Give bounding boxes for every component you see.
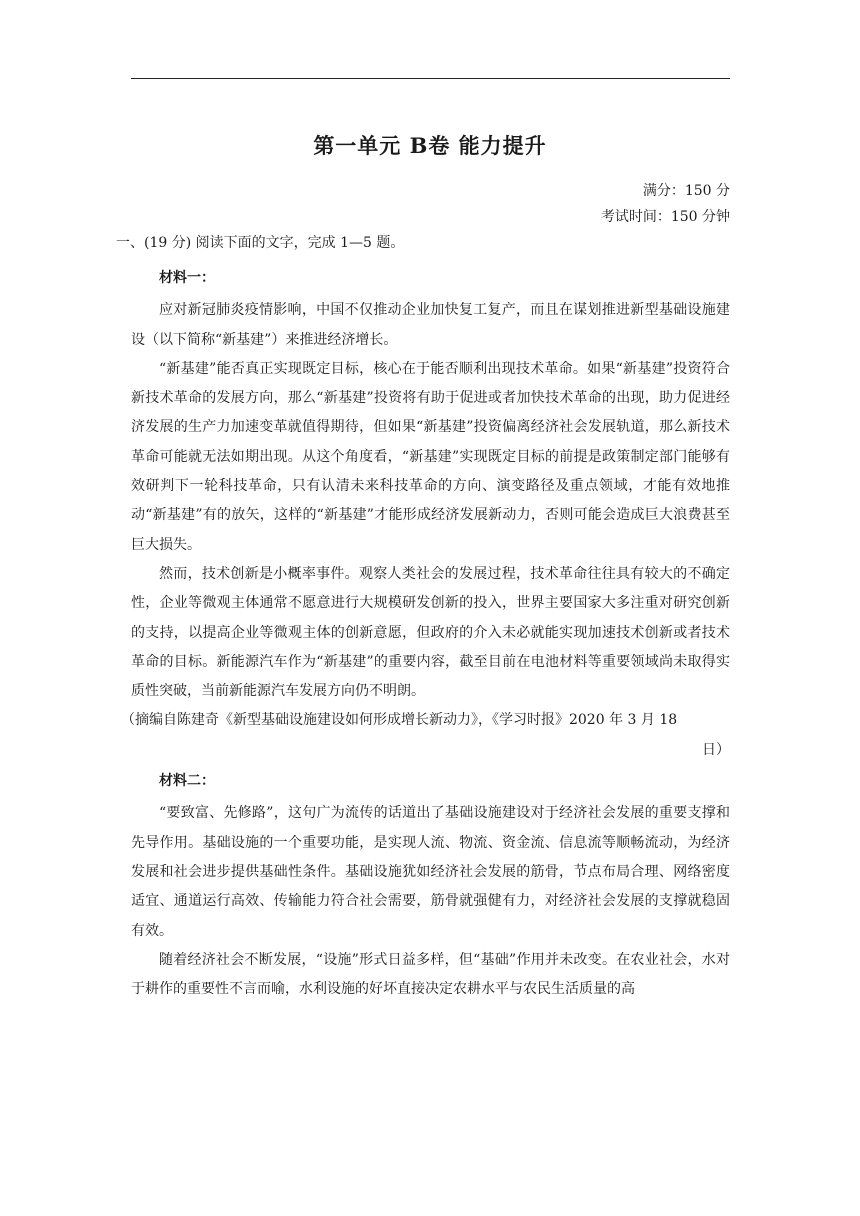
reading-passage xyxy=(121,262,730,1004)
material-one-label: 材料一： xyxy=(159,270,215,286)
source-citation-end: 日） xyxy=(702,741,730,758)
paragraph: “新基建”能否真正实现既定目标，核心在于能否顺利出现技术革命。如果“新基建”投资符合新技术革命的发展方向，那么“新基建”投资将有助于促进或者加快技术革命的出现，助力促进经济发展的生产力加速变革就值得期待，但如果“新基建”投资偏离经济社会发展轨道，那么新技术革命可能就无法如期出现。从这个角度看，“新基建”实现既定目标的前提是政策制定部门能够有效研判下一轮科技革命，只有认清未来科技革命的方向、演变路径及重点领域，才能有效地推动“新基建”有的放矢，这样的“新基建”才能形成经济发展新动力，否则可能会造成巨大浪费甚至巨大损失。 xyxy=(131,360,730,553)
source-citation-line: （摘编自陈建奇《新型基础设施建设如何形成增长新动力》，《学习时报》2020 年 3 月 18 xyxy=(121,712,678,729)
paragraph: 然而，技术创新是小概率事件。观察人类社会的发展过程，技术革命往往具有较大的不确定性，企业等微观主体通常不愿意进行大规模研发创新的投入，世界主要国家大多注重对研究创新的支持，以提高企业等微观主体的创新意愿，但政府的介入未必就能实现加速技术创新或者技术革命的目标。新能源汽车作为“新基建”的重要内容，截至目前在电池材料等重要领域尚未取得实质性突破，当前新能源汽车发展方向仍不明朗。 xyxy=(131,565,730,700)
exam-time: 考试时间：150 分钟 xyxy=(600,209,730,225)
section-heading: 一、(19 分) 阅读下面的文字，完成 1—5 题。 xyxy=(116,235,405,251)
source-citation xyxy=(121,706,730,765)
header-rule xyxy=(131,78,730,79)
paragraph: 随着经济社会不断发展，“设施”形式日益多样，但“基础”作用并未改变。在农业社会，水对于耕作的重要性不言而喻，水利设施的好坏直接决定农耕水平与农民生活质量的高 xyxy=(131,951,730,998)
paragraph: “要致富、先修路”，这句广为流传的话道出了基础设施建设对于经济社会发展的重要支撑和先导作用。基础设施的一个重要功能，是实现人流、物流、资金流、信息流等顺畅流动，为经济发展和社会进步提供基础性条件。基础设施犹如经济社会发展的筋骨，节点布局合理、网络密度适宜、通道运行高效、传输能力符合社会需要，筋骨就强健有力，对经济社会发展的支撑就稳固有效。 xyxy=(131,805,730,939)
material-two-label: 材料二： xyxy=(159,773,215,790)
paragraph: 应对新冠肺炎疫情影响，中国不仅推动企业加快复工复产，而且在谋划推进新型基础设施建设（以下简称“新基建”）来推进经济增长。 xyxy=(131,302,730,348)
page-title: 第一单元 B卷 能力提升 xyxy=(313,133,547,158)
full-score: 满分：150 分 xyxy=(642,183,730,199)
